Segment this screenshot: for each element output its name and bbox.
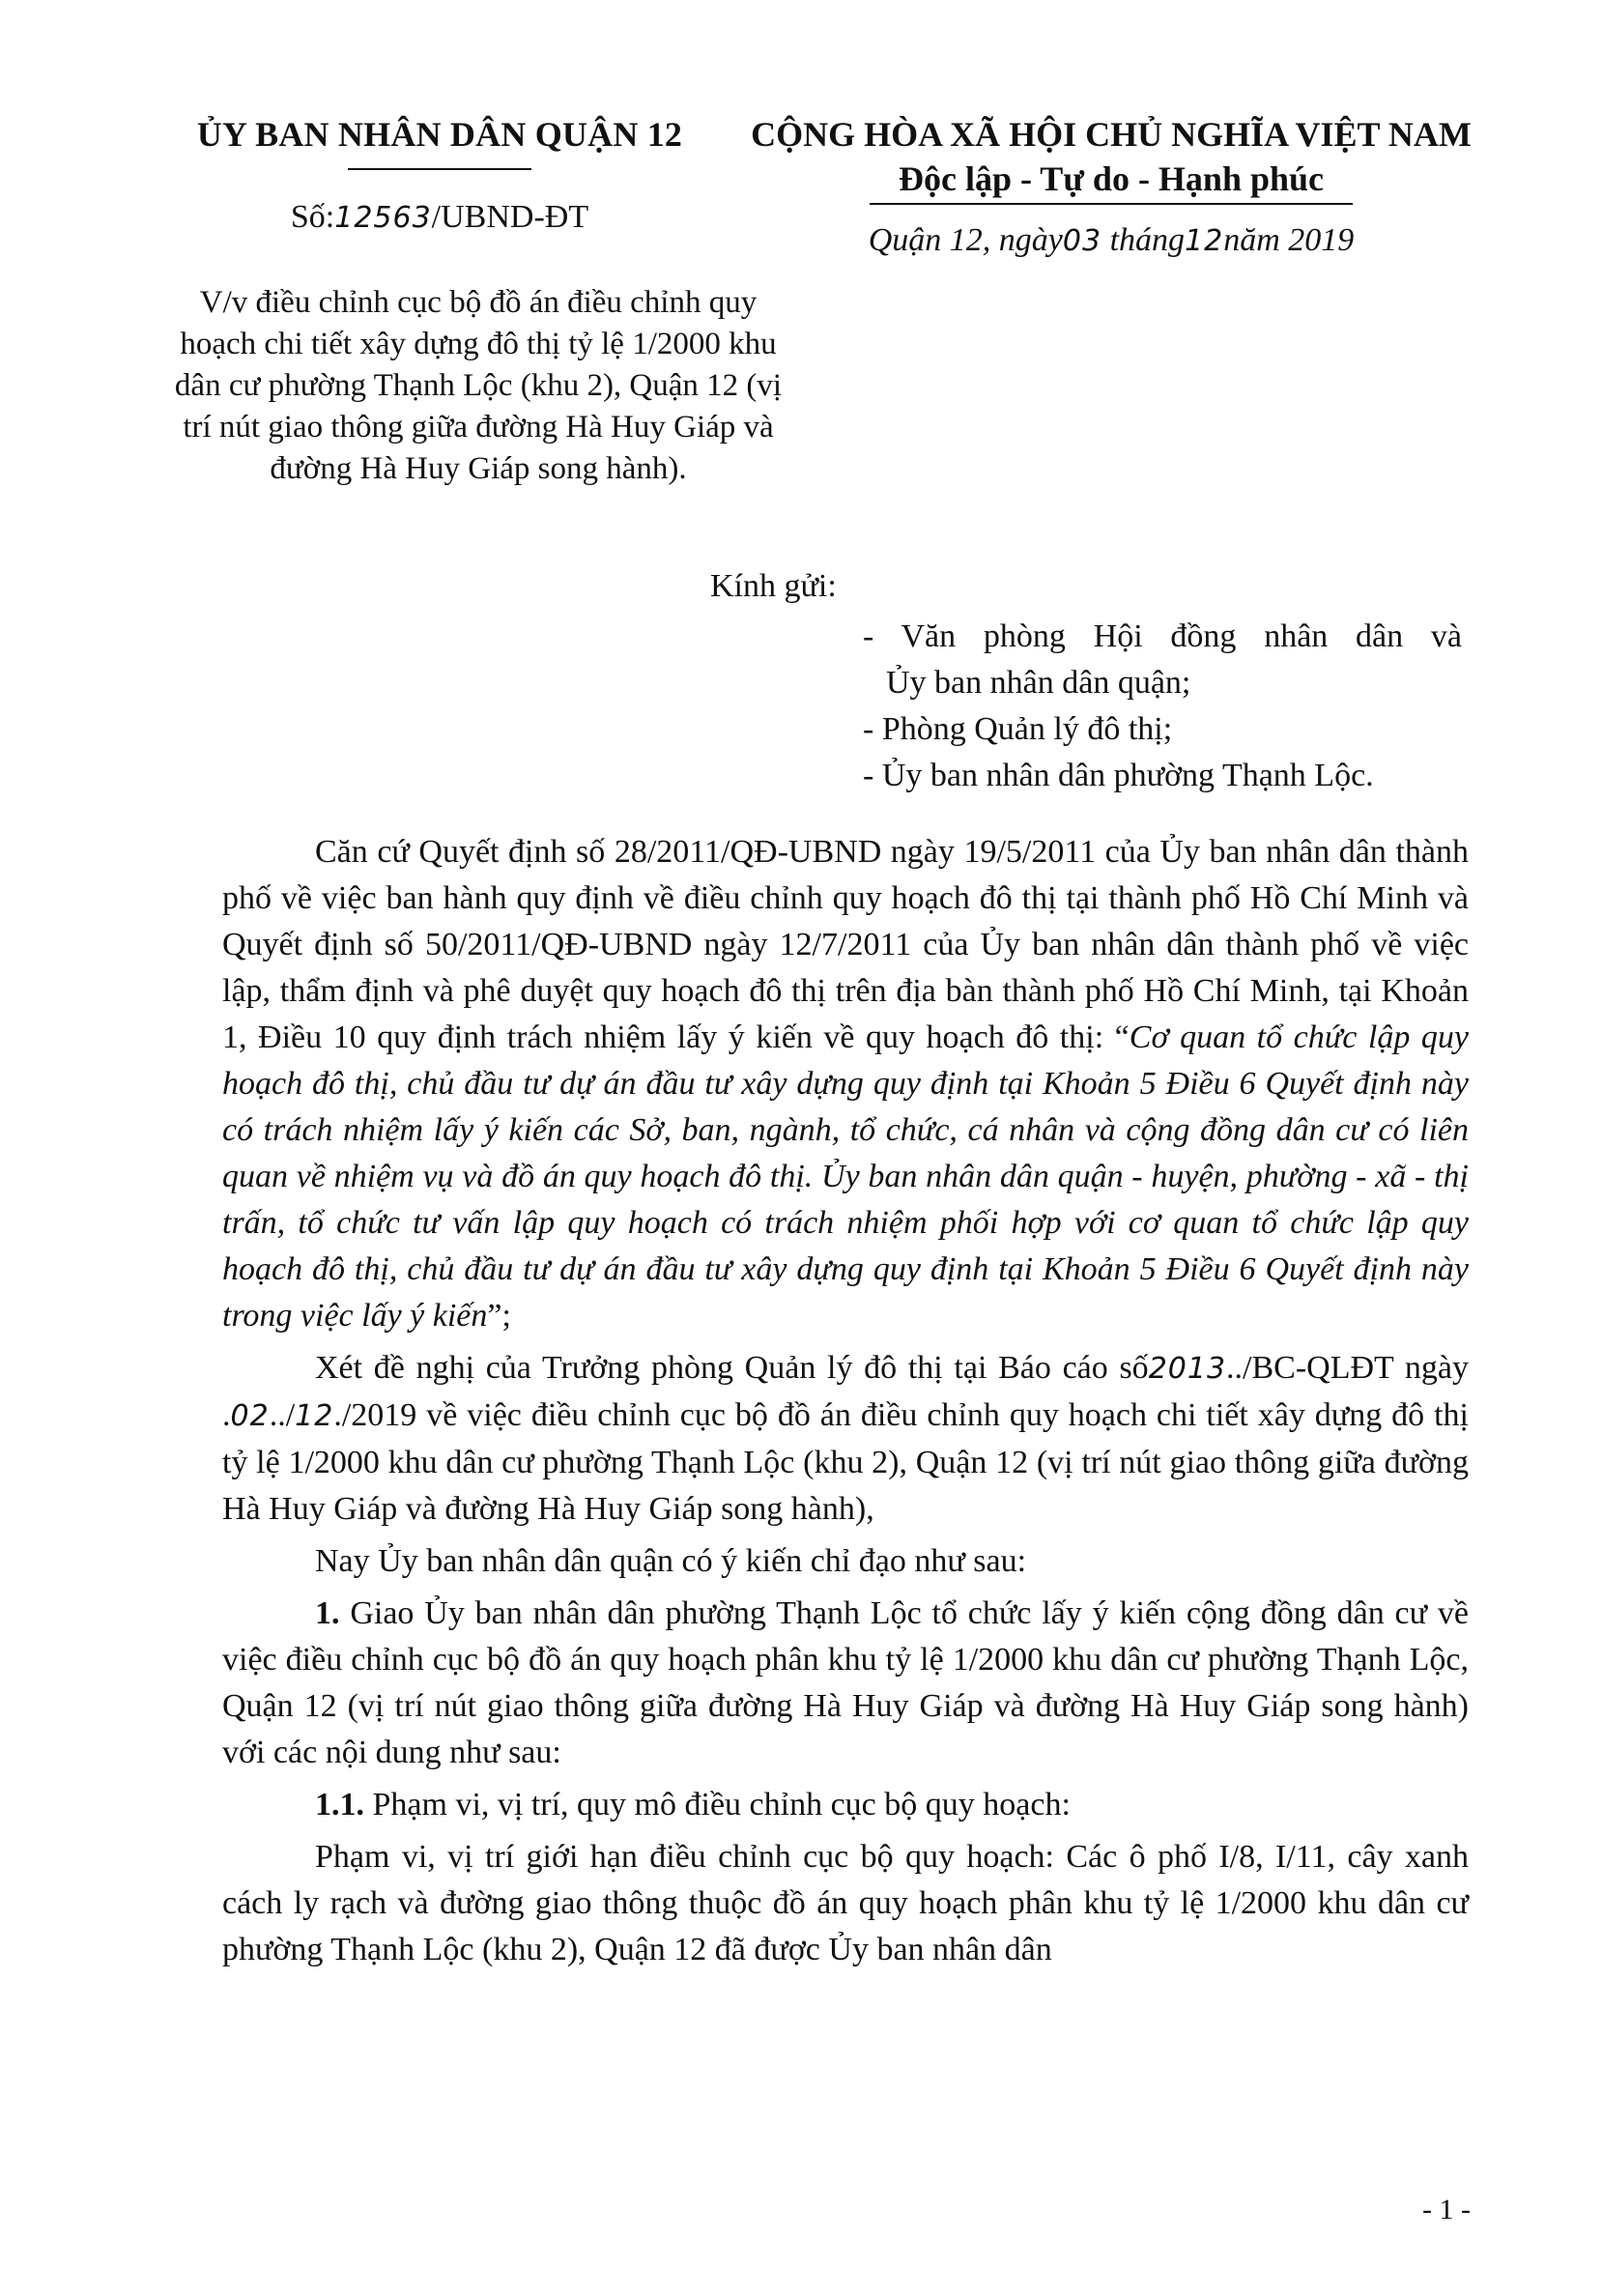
recipient-item: - Văn phòng Hội đồng nhân dân và <box>863 618 1462 654</box>
body-paragraph-item-1-1: 1.1. Phạm vi, vị trí, quy mô điều chỉnh cục bộ quy hoạch: <box>315 1787 1071 1822</box>
handwritten-number: 12563 <box>334 201 432 235</box>
body-paragraph-legal-basis: Căn cứ Quyết định số 28/2011/QĐ-UBND ngày 19/5/2011 của Ủy ban nhân dân thành phố về việc ban hành quy định về điều chỉnh quy hoạch đô thị tại thành phố Hồ Chí Minh và Quyết định số 50/2011/QĐ-UBND ngày 12/7/2011 của Ủy ban nhân dân thành phố về việc lập, thẩm định và phê duyệt quy hoạch đô thị trên địa bàn thành phố Hồ Chí Minh, tại Khoản 1, Điều 10 quy định trách nhiệm lấy ý kiến về quy hoạch đô thị: “Cơ quan tổ chức lập quy hoạch đô thị, chủ đầu tư dự án đầu tư xây dựng quy định tại Khoản 5 Điều 6 Quyết định này có trách nhiệm lấy ý kiến các Sở, ban, ngành, tổ chức, cá nhân và cộng đồng dân cư có liên quan về nhiệm vụ và đồ án quy hoạch đô thị. Ủy ban nhân dân quận - huyện, phường - xã - thị trấn, tổ chức tư vấn lập quy hoạch có trách nhiệm phối hợp với cơ quan tổ chức lập quy hoạch đô thị, chủ đầu tư dự án đầu tư xây dựng quy định tại Khoản 5 Điều 6 Quyết định này trong việc lấy ý kiến”; <box>222 834 1469 1334</box>
national-motto: Độc lập - Tự do - Hạnh phúc <box>898 159 1325 198</box>
body-paragraph-proposal: Xét đề nghị của Trưởng phòng Quản lý đô thị tại Báo cáo số2013../BC-QLĐT ngày .02../12./2019 về việc điều chỉnh cục bộ đồ án điều chỉnh quy hoạch chi tiết xây dựng đô thị tỷ lệ 1/2000 khu dân cư phường Thạnh Lộc (khu 2), Quận 12 (vị trí nút giao thông giữa đường Hà Huy Giáp và đường Hà Huy Giáp song hành), <box>222 1350 1469 1527</box>
recipient-item: - Ủy ban nhân dân phường Thạnh Lộc. <box>863 758 1374 793</box>
issuing-authority: ỦY BAN NHÂN DÂN QUẬN 12 <box>196 115 683 154</box>
document-body <box>222 829 1469 1979</box>
number-prefix: Số: <box>290 199 335 235</box>
document-subject: V/v điều chỉnh cục bộ đồ án điều chỉnh quy hoạch chi tiết xây dựng đô thị tỷ lệ 1/2000 khu dân cư phường Thạnh Lộc (khu 2), Quận 12 (vị trí nút giao thông giữa đường Hà Huy Giáp và đường Hà Huy Giáp song hành). <box>174 285 783 486</box>
body-paragraph-scope: Phạm vi, vị trí giới hạn điều chỉnh cục bộ quy hoạch: Các ô phố I/8, I/11, cây xanh cách ly rạch và đường giao thông thuộc đồ án quy hoạch phân khu tỷ lệ 1/2000 khu dân cư phường Thạnh Lộc (khu 2), Quận 12 đã được Ủy ban nhân dân <box>222 1839 1469 1967</box>
document-number <box>145 199 734 236</box>
recipient-item: Ủy ban nhân dân quận; <box>886 665 1191 701</box>
handwritten-report-month: 12 <box>295 1399 334 1433</box>
number-suffix: /UBND-ĐT <box>431 199 589 235</box>
handwritten-month: 12 <box>1185 224 1224 258</box>
recipient-item: - Phòng Quản lý đô thị; <box>863 711 1173 747</box>
date-year: năm 2019 <box>1223 222 1355 258</box>
body-paragraph-item-1: 1. Giao Ủy ban nhân dân phường Thạnh Lộc tổ chức lấy ý kiến cộng đồng dân cư về việc điều chỉnh cục bộ đồ án quy hoạch phân khu tỷ lệ 1/2000 khu dân cư phường Thạnh Lộc, Quận 12 (vị trí nút giao thông giữa đường Hà Huy Giáp và đường Hà Huy Giáp song hành) với các nội dung như sau: <box>222 1595 1469 1770</box>
handwritten-day: 03 <box>1062 224 1102 258</box>
item-number: 1.1. <box>315 1787 364 1822</box>
page-number: - 1 - <box>1422 2194 1471 2225</box>
date-place: Quận 12, ngày <box>868 222 1063 258</box>
item-number: 1. <box>315 1595 340 1631</box>
national-header-block <box>715 114 1507 259</box>
quoted-regulation: Cơ quan tổ chức lập quy hoạch đô thị, chủ đầu tư dự án đầu tư xây dựng quy định tại Khoản 5 Điều 6 Quyết định này có trách nhiệm lấy ý kiến các Sở, ban, ngành, tổ chức, cá nhân và cộng đồng dân cư có liên quan về nhiệm vụ và đồ án quy hoạch đô thị. Ủy ban nhân dân quận - huyện, phường - xã - thị trấn, tổ chức tư vấn lập quy hoạch có trách nhiệm phối hợp với cơ quan tổ chức lập quy hoạch đô thị, chủ đầu tư dự án đầu tư xây dựng quy định tại Khoản 5 Điều 6 Quyết định này trong việc lấy ý kiến <box>222 1019 1469 1334</box>
motto-underline <box>870 203 1353 205</box>
body-paragraph-directive: Nay Ủy ban nhân dân quận có ý kiến chỉ đạo như sau: <box>315 1543 1027 1579</box>
national-title: CỘNG HÒA XÃ HỘI CHỦ NGHĨA VIỆT NAM <box>751 115 1472 154</box>
recipient-list <box>863 614 1462 799</box>
greeting: Kính gửi: <box>710 568 837 604</box>
authority-underline <box>348 168 531 170</box>
handwritten-report-day: 02 <box>230 1399 270 1433</box>
issuing-authority-block <box>145 114 734 236</box>
document-date <box>715 222 1507 259</box>
date-month-label: tháng <box>1109 222 1186 258</box>
handwritten-report-number: 2013 <box>1148 1352 1227 1386</box>
